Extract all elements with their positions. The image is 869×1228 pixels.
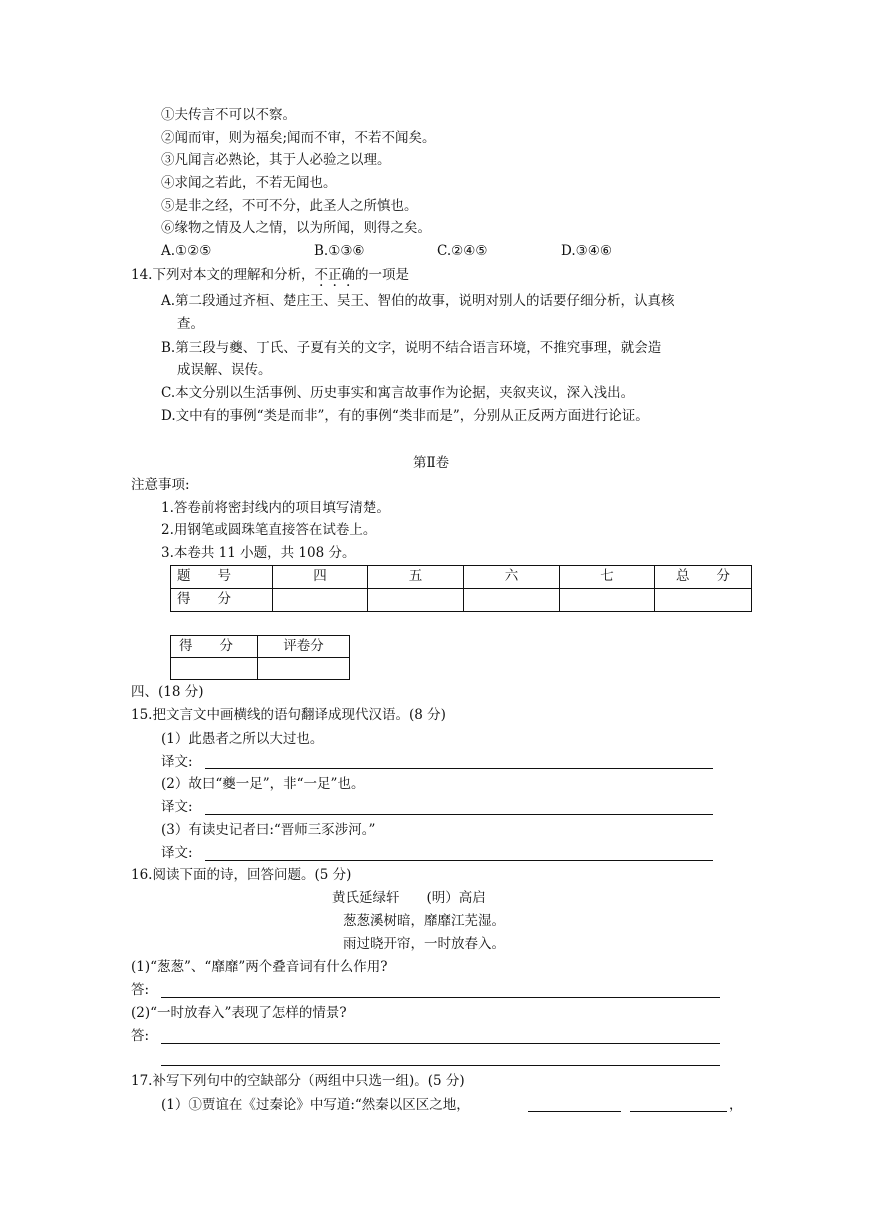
q16-answer-line-1[interactable] (161, 997, 720, 998)
q13-item-4: ④求闻之若此，不若无闻也。 (161, 175, 337, 191)
q13-option-b: B.①③⑥ (314, 243, 365, 259)
q17-line-1: (1）①贾谊在《过秦论》中写道:“然秦以区区之地， (161, 1097, 470, 1113)
section-4-title: 四、(18 分) (131, 684, 204, 700)
score-cell[interactable] (655, 589, 752, 612)
q14-emph-char: 确 (341, 267, 355, 283)
q16-answer-line-3[interactable] (161, 1065, 720, 1066)
q16-answer-label: 答: (131, 982, 150, 998)
q15-answer-label: 译文: (161, 845, 193, 861)
q14-emph-char: 正 (327, 267, 342, 283)
score-table (170, 565, 752, 612)
q14-stem (131, 269, 409, 283)
note-1: 1.答卷前将密封线内的项目填写清楚。 (161, 500, 390, 516)
grader-table-header: 评卷分 (258, 636, 350, 658)
q15-item-3: (3）有读史记者曰:“晋师三豕涉河。” (161, 822, 376, 838)
score-table-header: 题 号 (171, 566, 273, 589)
q14-option-d: D.文中有的事例“类是而非”，有的事例“类非而是”，分别从正反两方面进行论证。 (161, 408, 649, 424)
q15-answer-line-2[interactable] (205, 814, 713, 815)
score-table-header: 七 (560, 566, 655, 589)
q13-item-6: ⑥缘物之情及人之情，以为所闻，则得之矣。 (161, 220, 431, 236)
q13-item-5: ⑤是非之经，不可不分，此圣人之所慎也。 (161, 198, 418, 214)
score-cell[interactable] (368, 589, 464, 612)
score-table-header: 总 分 (655, 566, 752, 589)
q15-answer-line-3[interactable] (205, 860, 713, 861)
score-table-header: 六 (464, 566, 560, 589)
q13-item-3: ③凡闻言必熟论，其于人必验之以理。 (161, 152, 391, 168)
grader-table-header: 得 分 (171, 636, 258, 658)
q16-answer-label: 答: (131, 1028, 150, 1044)
q15-answer-label: 译文: (161, 799, 193, 815)
q14-option-b-cont: 成误解、误传。 (177, 362, 272, 378)
q15-stem: 15.把文言文中画横线的语句翻译成现代汉语。(8 分) (131, 707, 446, 723)
note-2: 2.用钢笔或圆珠笔直接答在试卷上。 (161, 522, 377, 538)
q17-comma: ， (729, 1097, 743, 1113)
q17-blank-1[interactable] (528, 1111, 621, 1112)
grader-cell[interactable] (258, 658, 350, 680)
poem-line-1: 葱葱溪树暗，靡靡江芜湿。 (343, 913, 505, 929)
poem-line-2: 雨过晓开帘，一时放春入。 (343, 936, 505, 952)
q17-stem: 17.补写下列句中的空缺部分（两组中只选一组)。(5 分) (131, 1073, 465, 1089)
q16-sub-2: (2)“一时放春入”表现了怎样的情景? (131, 1005, 347, 1021)
q14-option-b: B.第三段与夔、丁氏、子夏有关的文字，说明不结合语言环境，不推究事理，就会造 (161, 340, 662, 356)
q16-answer-line-2[interactable] (161, 1043, 720, 1044)
notes-title: 注意事项: (131, 477, 190, 493)
score-table-row-label: 得 分 (171, 589, 273, 612)
q13-option-d: D.③④⑥ (561, 243, 612, 259)
grader-table (170, 635, 350, 680)
q14-option-a-cont: 查。 (177, 316, 204, 332)
part2-title: 第Ⅱ卷 (413, 455, 450, 471)
q13-option-a: A.①②⑤ (161, 243, 212, 259)
q14-stem-suffix: 的一项是 (354, 267, 409, 283)
poem-title: 黄氏延绿轩 (明）高启 (332, 890, 486, 906)
q14-option-a: A.第二段通过齐桓、楚庄王、吴王、智伯的故事，说明对别人的话要仔细分析，认真核 (161, 293, 675, 309)
q14-emph-char: 不 (314, 267, 328, 283)
q16-stem: 16.阅读下面的诗，回答问题。(5 分) (131, 867, 352, 883)
grader-cell[interactable] (171, 658, 258, 680)
q13-item-1: ①夫传言不可以不察。 (161, 107, 296, 123)
q15-item-1: (1）此愚者之所以大过也。 (161, 731, 324, 747)
q15-answer-line-1[interactable] (205, 768, 713, 769)
q13-option-c: C.②④⑤ (437, 243, 488, 259)
score-cell[interactable] (464, 589, 560, 612)
q15-item-2: (2）故曰“夔一足”，非“一足”也。 (161, 776, 365, 792)
score-table-header: 四 (273, 566, 368, 589)
note-3: 3.本卷共 11 小题，共 108 分。 (161, 545, 356, 561)
q13-item-2: ②闻而审，则为福矣;闻而不审，不若不闻矣。 (161, 130, 436, 146)
q16-sub-1: (1)“葱葱”、“靡靡”两个叠音词有什么作用? (131, 959, 388, 975)
score-cell[interactable] (273, 589, 368, 612)
q17-blank-2[interactable] (630, 1111, 727, 1112)
score-cell[interactable] (560, 589, 655, 612)
q14-option-c: C.本文分别以生活事例、历史事实和寓言故事作为论据，夹叙夹议，深入浅出。 (161, 385, 635, 401)
q14-stem-prefix: 14.下列对本文的理解和分析， (131, 267, 315, 283)
score-table-header: 五 (368, 566, 464, 589)
q15-answer-label: 译文: (161, 754, 193, 770)
